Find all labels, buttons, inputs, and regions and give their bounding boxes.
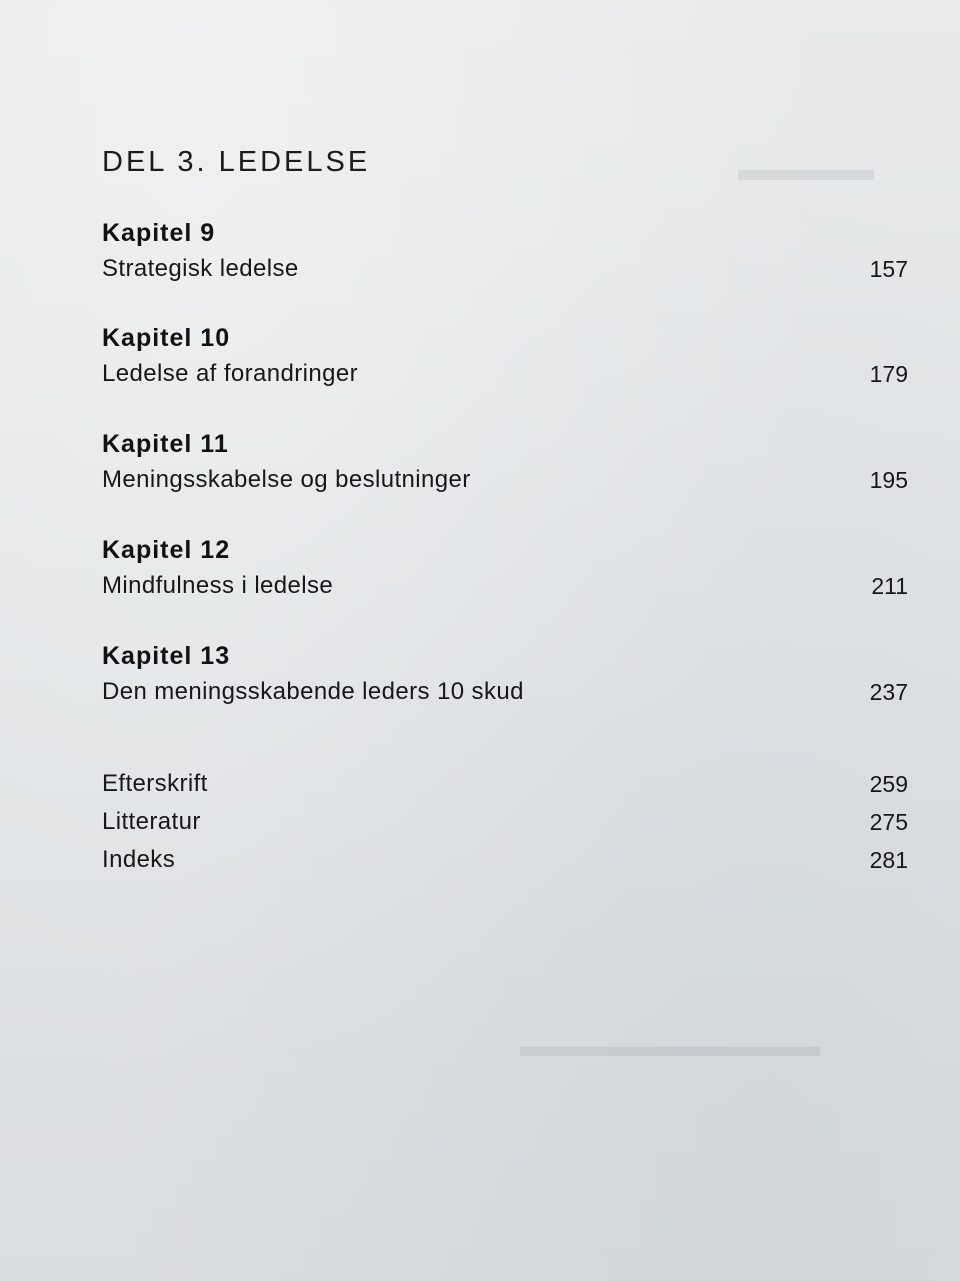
page-number: 281 — [869, 847, 908, 873]
page-number: 259 — [869, 771, 908, 797]
toc-entry-litteratur — [102, 807, 908, 837]
chapter-label: Kapitel 13 — [102, 642, 231, 670]
toc-entry-indeks — [102, 845, 908, 875]
toc-entry-efterskrift — [102, 769, 908, 799]
toc-entry-chapter-13 — [102, 641, 908, 707]
show-through-decoration: ▬▬▬▬ — [738, 150, 874, 188]
entry-title: Efterskrift — [102, 770, 208, 797]
chapter-title: Meningsskabelse og beslutninger — [102, 466, 471, 493]
page-number: 237 — [869, 679, 908, 705]
chapter-title: Strategisk ledelse — [102, 255, 299, 282]
toc-entry-chapter-9 — [102, 218, 908, 284]
chapter-label: Kapitel 10 — [102, 324, 231, 352]
toc-entry-chapter-11 — [102, 429, 908, 495]
chapter-label: Kapitel 12 — [102, 536, 231, 564]
toc-entry-chapter-12 — [102, 535, 908, 601]
chapter-title: Ledelse af forandringer — [102, 360, 359, 387]
toc-row — [102, 465, 908, 495]
page-number: 157 — [869, 256, 908, 282]
toc-row — [102, 359, 908, 389]
page-number: 179 — [869, 361, 908, 387]
chapter-label: Kapitel 11 — [102, 430, 229, 458]
show-through-decoration: ▬▬▬▬▬▬▬▬▬▬ — [520, 1030, 820, 1063]
toc-row — [102, 254, 908, 284]
page-number: 275 — [869, 809, 908, 835]
entry-title: Indeks — [102, 846, 176, 873]
chapter-label: Kapitel 9 — [102, 219, 216, 247]
toc-row — [102, 571, 908, 601]
page-number: 211 — [871, 573, 908, 599]
chapter-title: Mindfulness i ledelse — [102, 572, 334, 599]
section-heading: DEL 3. LEDELSE — [102, 146, 371, 178]
page-number: 195 — [869, 467, 908, 493]
entry-title: Litteratur — [102, 808, 201, 835]
toc-row — [102, 677, 908, 707]
chapter-title: Den meningsskabende leders 10 skud — [102, 678, 524, 705]
toc-entry-chapter-10 — [102, 323, 908, 389]
